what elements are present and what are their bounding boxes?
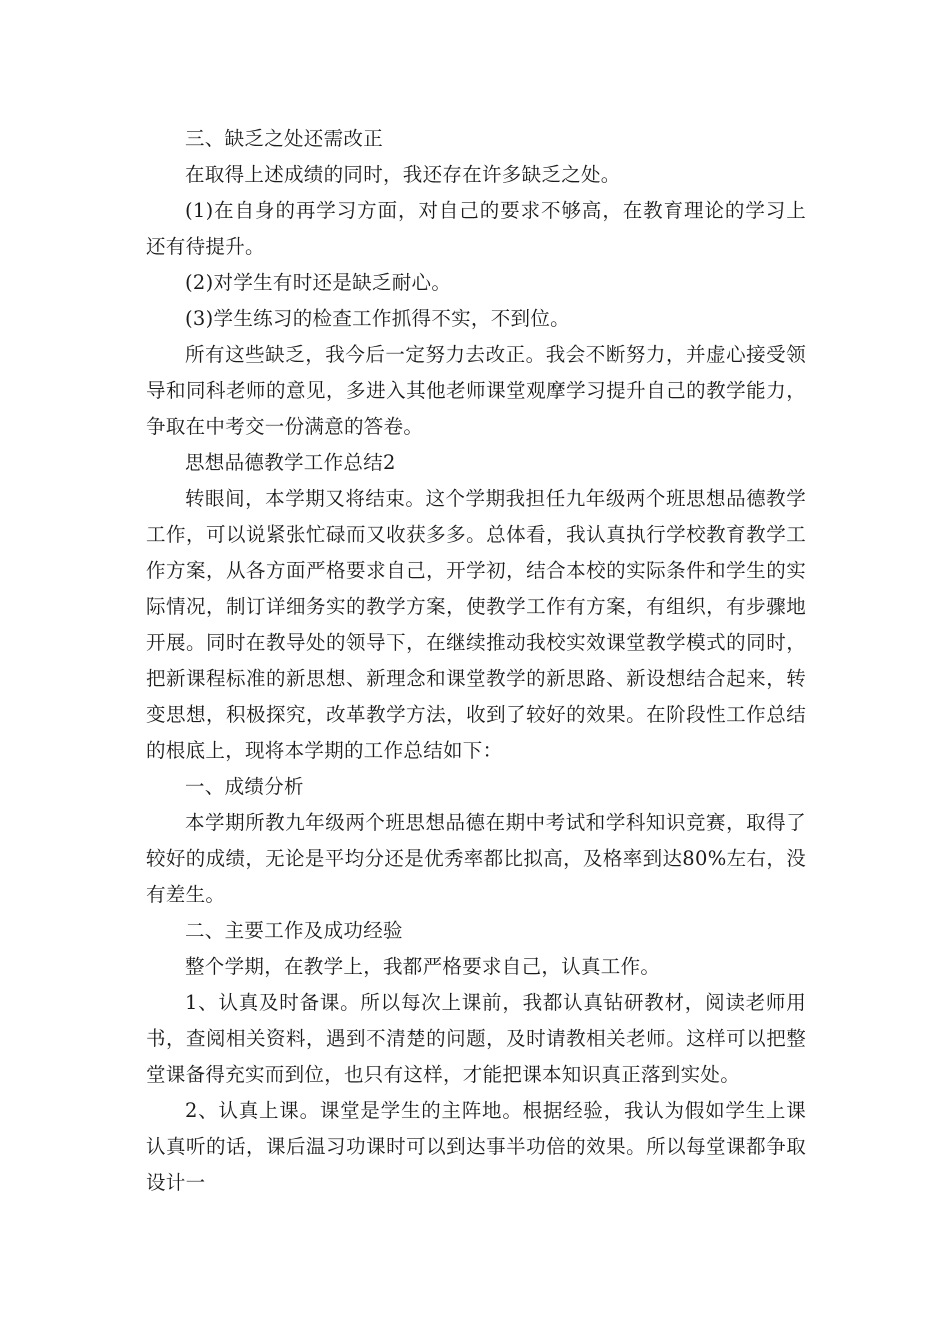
list-item: (3)学生练习的检查工作抓得不实，不到位。 bbox=[185, 307, 570, 330]
document-title-2: 思想品德教学工作总结2 bbox=[185, 451, 396, 474]
section-heading-results: 一、成绩分析 bbox=[185, 775, 304, 798]
paragraph: 整个学期，在教学上，我都严格要求自己，认真工作。 bbox=[185, 955, 661, 978]
list-item: (2)对学生有时还是缺乏耐心。 bbox=[185, 271, 452, 294]
document-body bbox=[146, 121, 806, 1201]
list-item: 1、认真及时备课。所以每次上课前，我都认真钻研教材，阅读老师用书，查阅相关资料，遇到不清楚的问题，及时请教相关老师。这样可以把整堂课备得充实而到位，也只有这样，才能把课本知识真正落到实处。 bbox=[146, 991, 806, 1086]
list-item: (1)在自身的再学习方面，对自己的要求不够高，在教育理论的学习上还有待提升。 bbox=[146, 199, 806, 258]
paragraph: 本学期所教九年级两个班思想品德在期中考试和学科知识竞赛，取得了较好的成绩，无论是平均分还是优秀率都比拟高，及格率到达80%左右，没有差生。 bbox=[146, 811, 806, 906]
section-heading-shortcomings: 三、缺乏之处还需改正 bbox=[185, 127, 384, 150]
paragraph: 转眼间，本学期又将结束。这个学期我担任九年级两个班思想品德教学工作，可以说紧张忙碌而又收获多多。总体看，我认真执行学校教育教学工作方案，从各方面严格要求自己，开学初，结合本校的实际条件和学生的实际情况，制订详细务实的教学方案，使教学工作有方案，有组织，有步骤地开展。同时在教导处的领导下，在继续推动我校实效课堂教学模式的同时，把新课程标准的新思想、新理念和课堂教学的新思路、新设想结合起来，转变思想，积极探究，改革教学方法，收到了较好的效果。在阶段性工作总结的根底上，现将本学期的工作总结如下： bbox=[146, 487, 806, 762]
paragraph: 在取得上述成绩的同时，我还存在许多缺乏之处。 bbox=[185, 163, 621, 186]
list-item: 2、认真上课。课堂是学生的主阵地。根据经验，我认为假如学生上课认真听的话，课后温习功课时可以到达事半功倍的效果。所以每堂课都争取设计一 bbox=[146, 1099, 806, 1194]
paragraph: 所有这些缺乏，我今后一定努力去改正。我会不断努力，并虚心接受领导和同科老师的意见，多进入其他老师课堂观摩学习提升自己的教学能力，争取在中考交一份满意的答卷。 bbox=[146, 343, 806, 438]
section-heading-main-work: 二、主要工作及成功经验 bbox=[185, 919, 403, 942]
